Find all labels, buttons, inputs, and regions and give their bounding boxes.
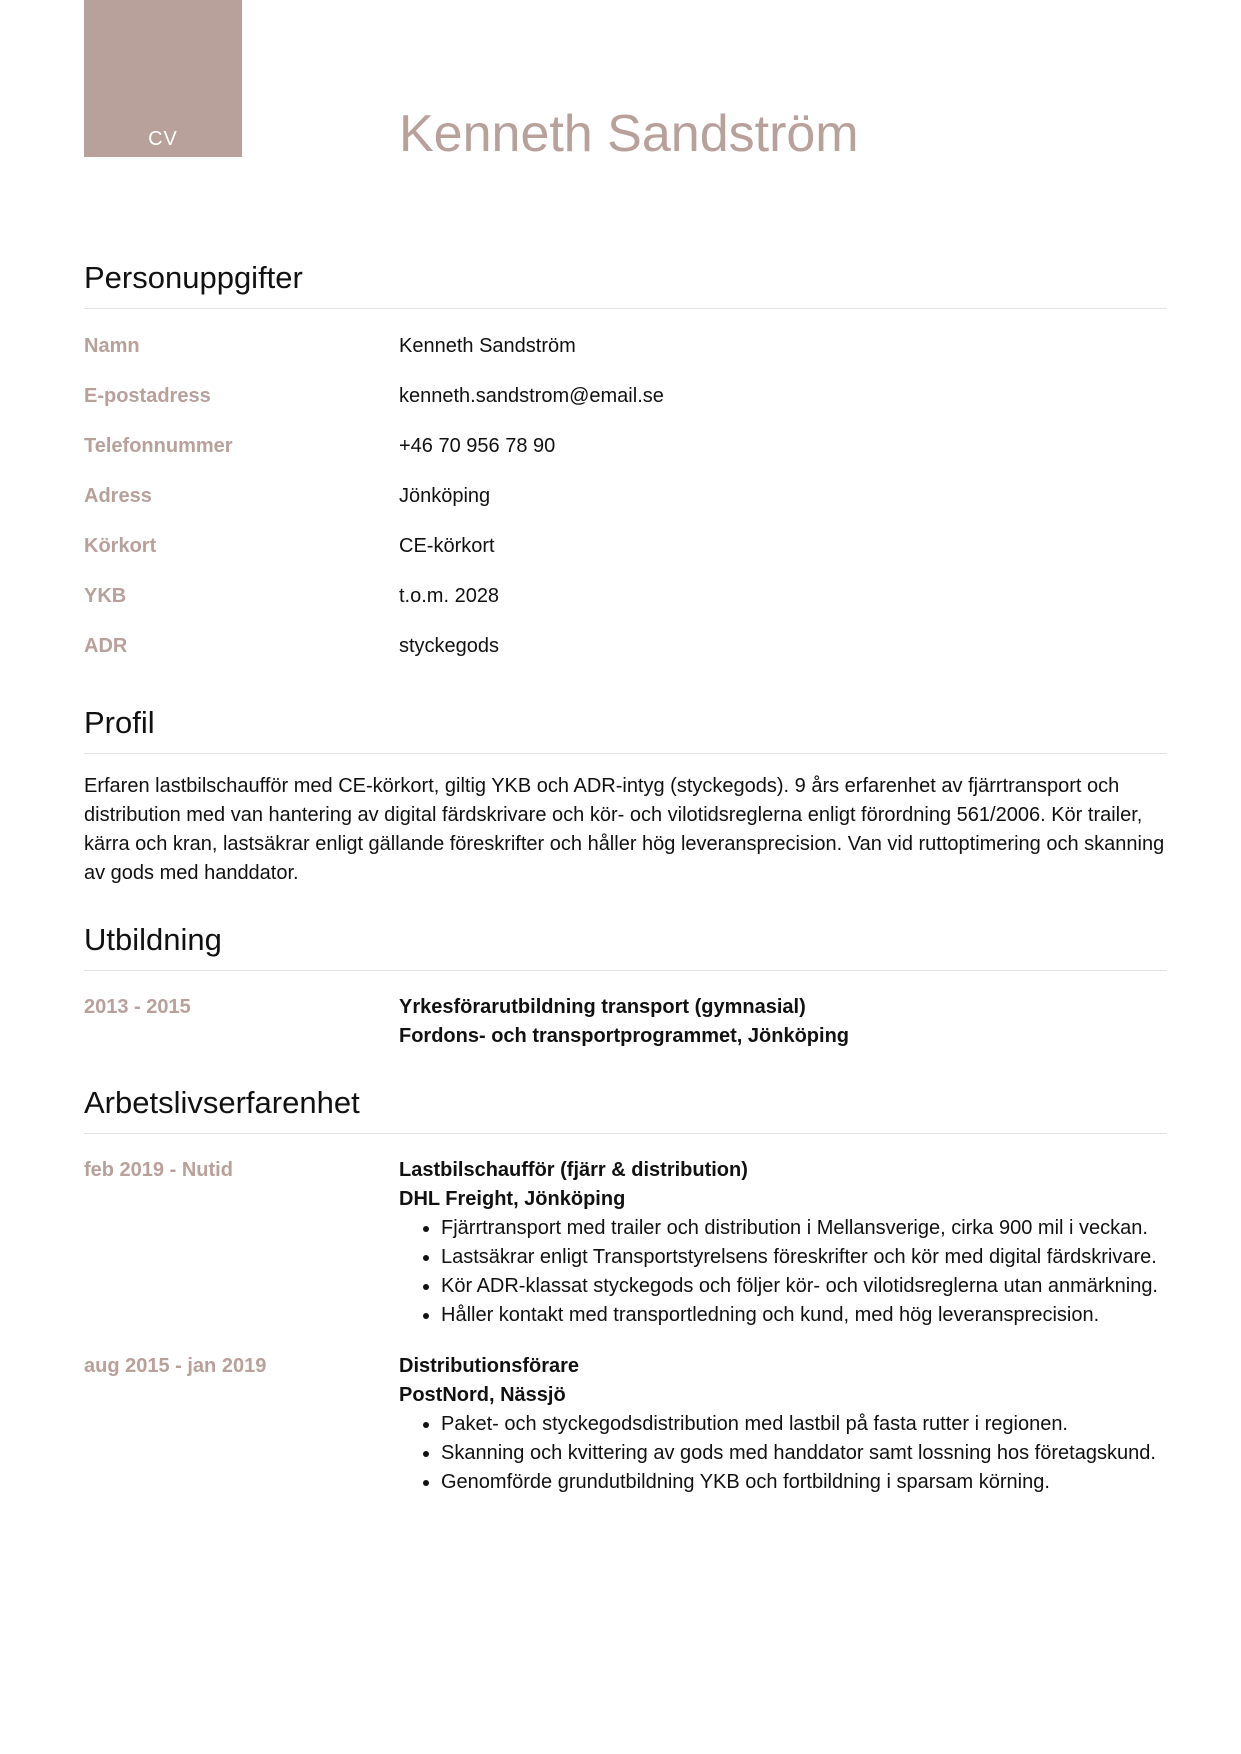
section-heading-experience: Arbetslivserfarenhet bbox=[84, 1085, 1167, 1134]
info-label: E-postadress bbox=[84, 384, 211, 407]
entry-details bbox=[399, 993, 1167, 1051]
bullet-item: • Kör ADR-klassat styckegods och följer kör- och vilotidsreglerna utan anmärkning. bbox=[441, 1272, 1167, 1301]
info-label: Adress bbox=[84, 484, 152, 507]
info-value: +46 70 956 78 90 bbox=[399, 434, 556, 457]
info-value: Kenneth Sandström bbox=[399, 334, 576, 357]
cv-badge bbox=[84, 0, 242, 157]
info-row-license bbox=[84, 521, 1167, 571]
section-heading-personal: Personuppgifter bbox=[84, 260, 1167, 309]
entry-title: Yrkesförarutbildning transport (gymnasial) bbox=[399, 996, 806, 1018]
bullet-item: • Lastsäkrar enligt Transportstyrelsens föreskrifter och kör med digital färdskrivare. bbox=[441, 1243, 1167, 1272]
entry-details bbox=[399, 1352, 1167, 1497]
bullet-item: • Skanning och kvittering av gods med handdator samt lossning hos företagskund. bbox=[441, 1439, 1167, 1468]
section-education bbox=[84, 922, 1167, 1051]
resume-content bbox=[84, 260, 1167, 1531]
info-row-ykb bbox=[84, 571, 1167, 621]
bullet-item: • Håller kontakt med transportledning och kund, med hög leveransprecision. bbox=[441, 1301, 1167, 1330]
info-value: t.o.m. 2028 bbox=[399, 584, 500, 607]
section-profile bbox=[84, 705, 1167, 888]
entry-date: feb 2019 - Nutid bbox=[84, 1159, 233, 1181]
entry-date: 2013 - 2015 bbox=[84, 996, 191, 1018]
entry-bullet-list bbox=[399, 1214, 1167, 1330]
info-label: ADR bbox=[84, 634, 128, 657]
section-experience bbox=[84, 1085, 1167, 1497]
info-label: YKB bbox=[84, 584, 127, 607]
experience-entry bbox=[84, 1156, 1167, 1330]
entry-date: aug 2015 - jan 2019 bbox=[84, 1355, 267, 1377]
section-heading-education: Utbildning bbox=[84, 922, 1167, 971]
bullet-item: • Genomförde grundutbildning YKB och fortbildning i sparsam körning. bbox=[441, 1468, 1167, 1497]
entry-title: Distributionsförare bbox=[399, 1355, 580, 1377]
info-row-adr bbox=[84, 621, 1167, 671]
info-row-email bbox=[84, 371, 1167, 421]
experience-entry bbox=[84, 1352, 1167, 1497]
education-entry bbox=[84, 993, 1167, 1051]
entry-bullet-list bbox=[399, 1410, 1167, 1497]
bullet-item: • Fjärrtransport med trailer och distribution i Mellansverige, cirka 900 mil i veckan. bbox=[441, 1214, 1167, 1243]
entry-title: Lastbilschaufför (fjärr & distribution) bbox=[399, 1159, 748, 1181]
info-row-name bbox=[84, 321, 1167, 371]
info-row-phone bbox=[84, 421, 1167, 471]
info-label: Telefonnummer bbox=[84, 434, 233, 457]
entry-organization: PostNord, Nässjö bbox=[399, 1384, 566, 1406]
entry-organization: Fordons- och transportprogrammet, Jönköping bbox=[399, 1025, 850, 1047]
profile-summary: Erfaren lastbilschaufför med CE-körkort, giltig YKB och ADR-intyg (styckegods). 9 års erfarenhet av fjärrtransport och distribution med van hantering av digital färdskrivare och kör- och vilotidsreglerna enligt förordning 561/2006. Kör trailer, kärra och kran, lastsäkrar enligt gällande föreskrifter och håller hög leveransprecision. Van vid ruttoptimering och skanning av gods med handdator. bbox=[84, 775, 1165, 884]
entry-details bbox=[399, 1156, 1167, 1330]
info-value: CE-körkort bbox=[399, 534, 495, 557]
info-label: Namn bbox=[84, 334, 140, 357]
cv-badge-label: CV bbox=[148, 128, 178, 150]
info-label: Körkort bbox=[84, 534, 157, 557]
info-value: styckegods bbox=[399, 634, 500, 657]
section-heading-profile: Profil bbox=[84, 705, 1167, 754]
info-value: kenneth.sandstrom@email.se bbox=[399, 384, 664, 407]
section-personal bbox=[84, 260, 1167, 671]
page-title: Kenneth Sandström bbox=[399, 105, 859, 163]
entry-organization: DHL Freight, Jönköping bbox=[399, 1188, 626, 1210]
info-row-address bbox=[84, 471, 1167, 521]
personal-info-list bbox=[84, 309, 1167, 671]
bullet-item: • Paket- och styckegodsdistribution med lastbil på fasta rutter i regionen. bbox=[441, 1410, 1167, 1439]
info-value: Jönköping bbox=[399, 484, 491, 507]
